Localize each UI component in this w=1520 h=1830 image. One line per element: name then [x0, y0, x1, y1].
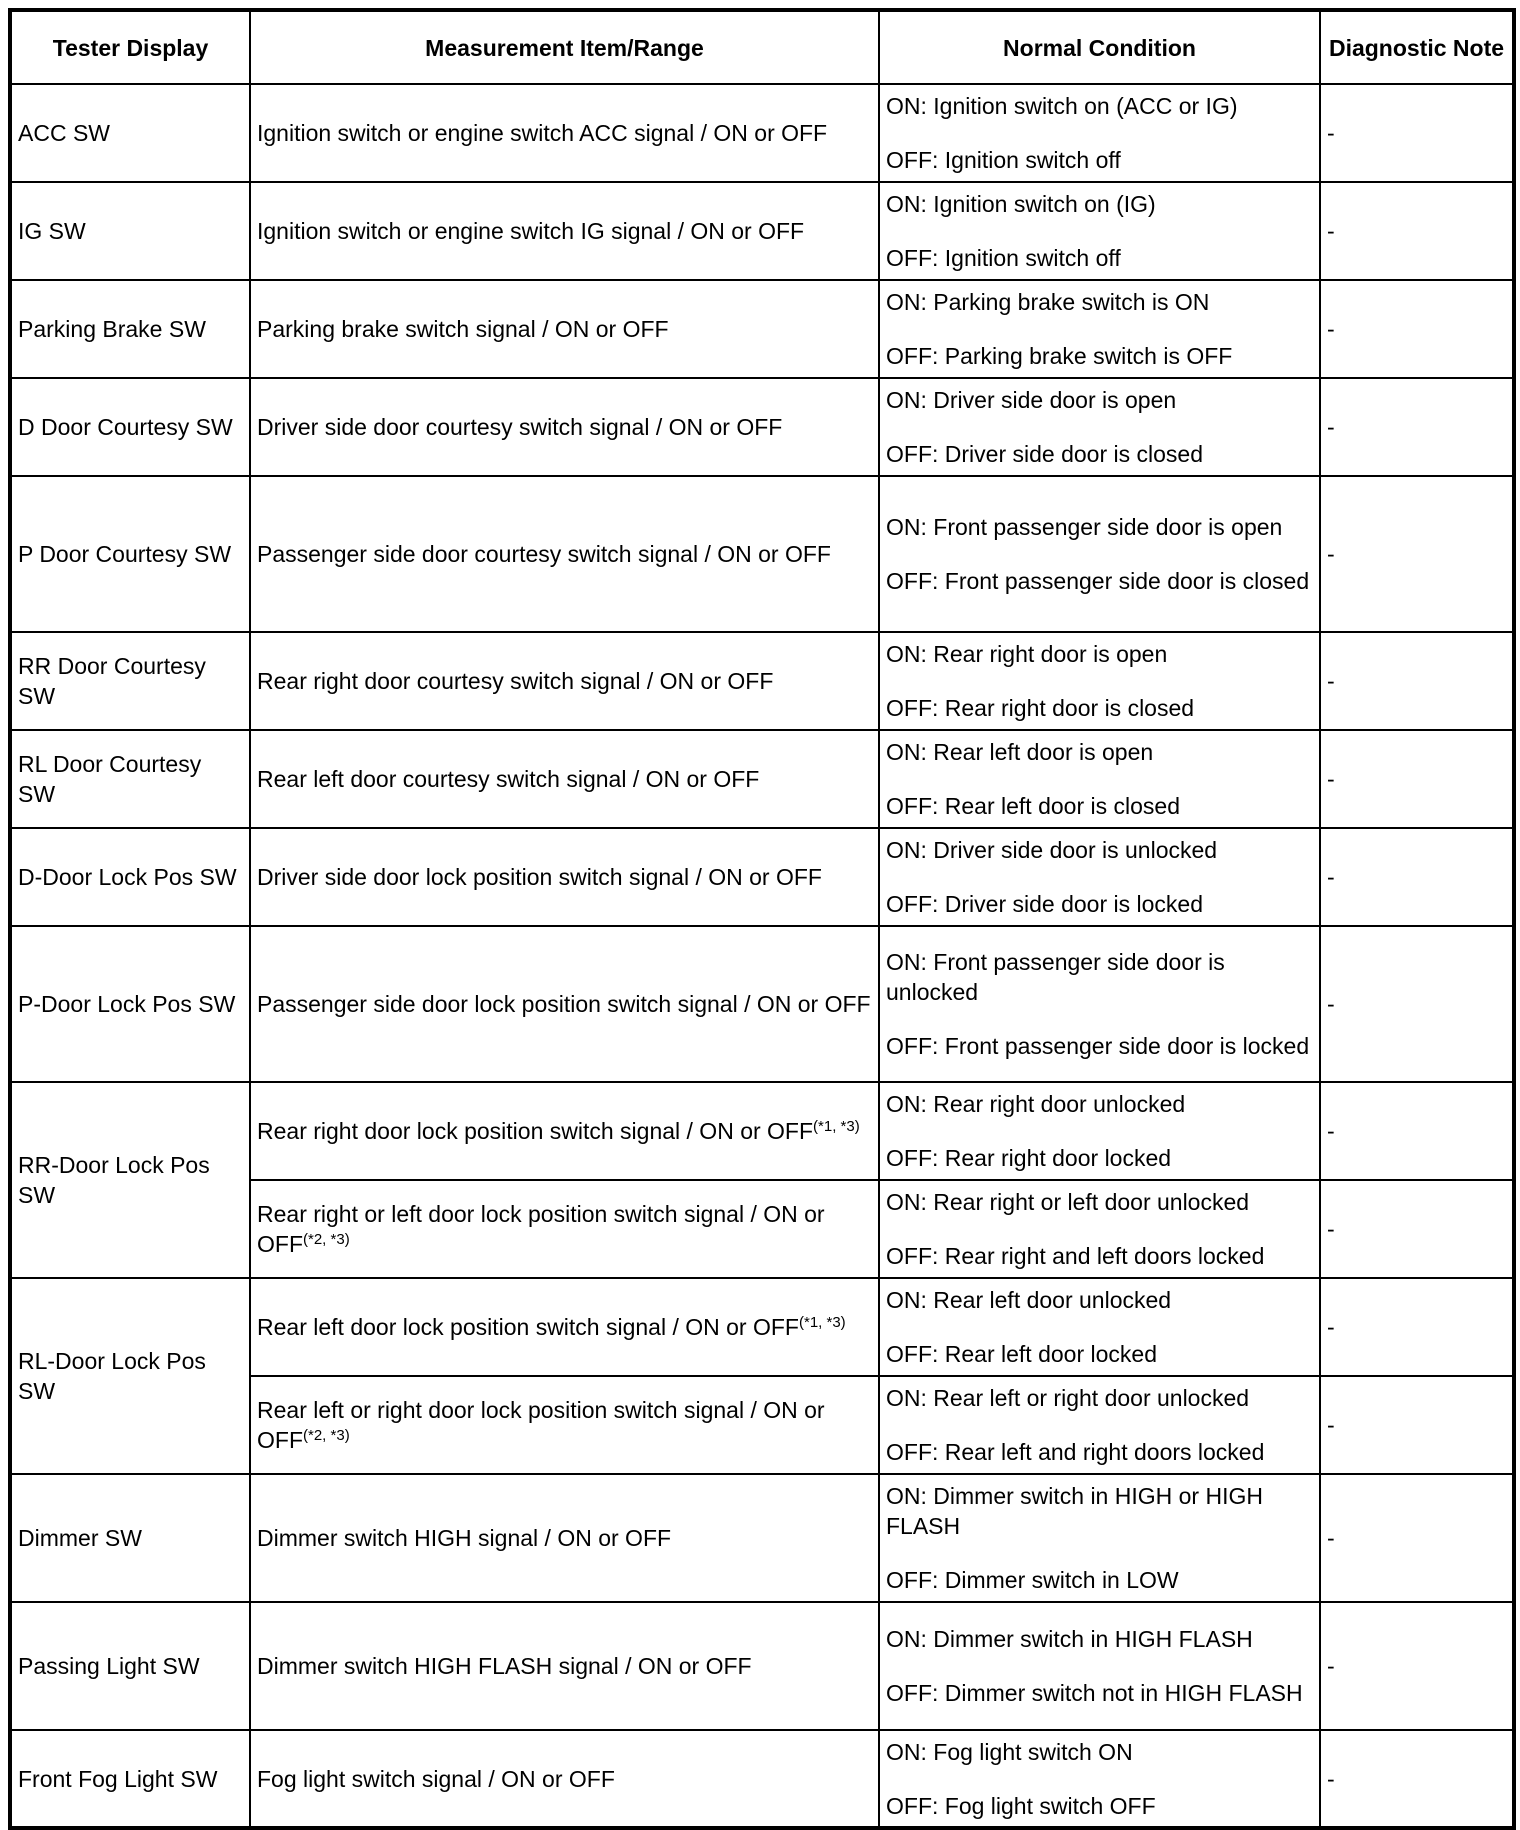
measurement-cell — [250, 1278, 879, 1376]
measurement-text: Rear right or left door lock position switch signal / ON or OFF — [257, 1201, 825, 1257]
diagnostic-note-cell: - — [1320, 1730, 1514, 1828]
condition-on-text: ON: Fog light switch ON — [886, 1738, 1133, 1765]
table-row — [10, 632, 1514, 730]
measurement-cell — [250, 1474, 879, 1602]
measurement-text: Rear right door lock position switch signal / ON or OFF — [257, 1118, 814, 1144]
measurement-cell — [250, 926, 879, 1082]
measurement-cell — [250, 1180, 879, 1278]
condition-off-text: OFF: Dimmer switch not in HIGH FLASH — [886, 1680, 1303, 1706]
measurement-text: Ignition switch or engine switch ACC signal / ON or OFF — [257, 120, 828, 146]
header-normal-condition: Normal Condition — [879, 10, 1320, 84]
footnote-ref: (*2, *3) — [303, 1427, 350, 1444]
diagnostic-note-cell: - — [1320, 1376, 1514, 1474]
measurement-text: Dimmer switch HIGH signal / ON or OFF — [257, 1525, 672, 1551]
condition-off-text: OFF: Driver side door is closed — [886, 441, 1203, 467]
table-body — [10, 84, 1514, 1828]
condition-on-text: ON: Rear right door is open — [886, 641, 1168, 667]
diagnostic-note-cell: - — [1320, 280, 1514, 378]
measurement-text: Parking brake switch signal / ON or OFF — [257, 316, 669, 342]
diagnostic-note-cell: - — [1320, 476, 1514, 632]
normal-condition-cell — [879, 632, 1320, 730]
measurement-text: Rear right door courtesy switch signal / ON or OFF — [257, 668, 774, 694]
condition-on-text: ON: Driver side door is unlocked — [886, 837, 1218, 863]
condition-off-text: OFF: Rear left and right doors locked — [886, 1439, 1265, 1465]
condition-on-text: ON: Rear right or left door unlocked — [886, 1189, 1250, 1215]
condition-on-text: ON: Rear left or right door unlocked — [886, 1385, 1250, 1411]
measurement-cell — [250, 280, 879, 378]
header-measurement: Measurement Item/Range — [250, 10, 879, 84]
normal-condition-cell — [879, 280, 1320, 378]
condition-on-text: ON: Dimmer switch in HIGH FLASH — [886, 1626, 1253, 1652]
normal-condition-cell — [879, 1376, 1320, 1474]
table-row — [10, 1082, 1514, 1180]
condition-on-text: ON: Ignition switch on (ACC or IG) — [886, 93, 1238, 119]
normal-condition-cell — [879, 1474, 1320, 1602]
measurement-text: Passenger side door courtesy switch signal / ON or OFF — [257, 541, 831, 567]
measurement-cell — [250, 1376, 879, 1474]
measurement-cell — [250, 828, 879, 926]
normal-condition-cell — [879, 926, 1320, 1082]
table-row — [10, 730, 1514, 828]
diagnostic-note-cell: - — [1320, 1082, 1514, 1180]
tester-display-cell: RL Door Courtesy SW — [10, 730, 250, 828]
condition-off-text: OFF: Driver side door is locked — [886, 891, 1203, 917]
table-row — [10, 1730, 1514, 1828]
condition-on-text: ON: Rear right door unlocked — [886, 1091, 1186, 1117]
diagnostic-note-cell: - — [1320, 182, 1514, 280]
table-header-row — [10, 10, 1514, 84]
header-diagnostic-note: Diagnostic Note — [1320, 10, 1514, 84]
condition-off-text: OFF: Parking brake switch is OFF — [886, 343, 1233, 369]
footnote-ref: (*1, *3) — [813, 1118, 860, 1135]
tester-display-cell: D Door Courtesy SW — [10, 378, 250, 476]
condition-on-text: ON: Parking brake switch is ON — [886, 289, 1210, 315]
tester-display-cell: P Door Courtesy SW — [10, 476, 250, 632]
diagnostic-note-cell: - — [1320, 632, 1514, 730]
normal-condition-cell — [879, 84, 1320, 182]
measurement-cell — [250, 182, 879, 280]
measurement-cell — [250, 84, 879, 182]
diagnostic-note-cell: - — [1320, 730, 1514, 828]
condition-on-text: ON: Dimmer switch in HIGH or HIGH FLASH — [886, 1483, 1263, 1539]
table-row — [10, 378, 1514, 476]
tester-display-cell: RR Door Courtesy SW — [10, 632, 250, 730]
table-row — [10, 828, 1514, 926]
measurement-text: Rear left or right door lock position switch signal / ON or OFF — [257, 1397, 825, 1453]
data-list-table — [8, 8, 1516, 1830]
condition-off-text: OFF: Ignition switch off — [886, 245, 1121, 271]
measurement-cell — [250, 1602, 879, 1730]
measurement-text: Rear left door courtesy switch signal / ON or OFF — [257, 766, 760, 792]
measurement-text: Passenger side door lock position switch signal / ON or OFF — [257, 991, 871, 1017]
condition-off-text: OFF: Rear left door locked — [886, 1341, 1157, 1367]
table-row — [10, 926, 1514, 1082]
normal-condition-cell — [879, 182, 1320, 280]
tester-display-cell: Parking Brake SW — [10, 280, 250, 378]
table-row — [10, 280, 1514, 378]
measurement-cell — [250, 1082, 879, 1180]
footnote-ref: (*2, *3) — [303, 1231, 350, 1248]
diagnostic-note-cell: - — [1320, 1278, 1514, 1376]
table-row — [10, 1602, 1514, 1730]
measurement-text: Driver side door lock position switch signal / ON or OFF — [257, 864, 822, 890]
condition-off-text: OFF: Rear left door is closed — [886, 793, 1180, 819]
tester-display-cell: D-Door Lock Pos SW — [10, 828, 250, 926]
tester-display-cell: IG SW — [10, 182, 250, 280]
tester-display-cell: ACC SW — [10, 84, 250, 182]
table-row — [10, 1474, 1514, 1602]
normal-condition-cell — [879, 476, 1320, 632]
normal-condition-cell — [879, 730, 1320, 828]
diagnostic-note-cell: - — [1320, 1602, 1514, 1730]
diagnostic-note-cell: - — [1320, 1180, 1514, 1278]
normal-condition-cell — [879, 1602, 1320, 1730]
condition-off-text: OFF: Dimmer switch in LOW — [886, 1567, 1179, 1593]
measurement-cell — [250, 730, 879, 828]
diagnostic-note-cell: - — [1320, 926, 1514, 1082]
measurement-cell — [250, 1730, 879, 1828]
diagnostic-note-cell: - — [1320, 378, 1514, 476]
condition-off-text: OFF: Ignition switch off — [886, 147, 1121, 173]
table-row — [10, 476, 1514, 632]
condition-off-text: OFF: Fog light switch OFF — [886, 1792, 1156, 1819]
tester-display-cell: Dimmer SW — [10, 1474, 250, 1602]
condition-off-text: OFF: Rear right door is closed — [886, 695, 1195, 721]
measurement-text: Rear left door lock position switch signal / ON or OFF — [257, 1314, 799, 1340]
condition-on-text: ON: Rear left door unlocked — [886, 1287, 1172, 1313]
measurement-cell — [250, 378, 879, 476]
normal-condition-cell — [879, 828, 1320, 926]
normal-condition-cell — [879, 378, 1320, 476]
footnote-ref: (*1, *3) — [798, 1314, 846, 1331]
diagnostic-note-cell: - — [1320, 1474, 1514, 1602]
measurement-cell — [250, 632, 879, 730]
condition-off-text: OFF: Front passenger side door is locked — [886, 1033, 1310, 1059]
table-row — [10, 1278, 1514, 1376]
condition-on-text: ON: Front passenger side door is open — [886, 514, 1283, 540]
condition-off-text: OFF: Front passenger side door is closed — [886, 568, 1310, 594]
document-sheet — [8, 8, 1512, 1819]
tester-display-cell: RR-Door Lock Pos SW — [10, 1082, 250, 1278]
normal-condition-cell — [879, 1278, 1320, 1376]
tester-display-cell: Passing Light SW — [10, 1602, 250, 1730]
condition-off-text: OFF: Rear right door locked — [886, 1145, 1172, 1171]
measurement-text: Ignition switch or engine switch IG signal / ON or OFF — [257, 218, 805, 244]
measurement-text: Dimmer switch HIGH FLASH signal / ON or OFF — [257, 1653, 752, 1679]
normal-condition-cell — [879, 1730, 1320, 1828]
condition-on-text: ON: Driver side door is open — [886, 387, 1177, 413]
tester-display-cell: RL-Door Lock Pos SW — [10, 1278, 250, 1474]
measurement-text: Driver side door courtesy switch signal / ON or OFF — [257, 414, 783, 440]
condition-off-text: OFF: Rear right and left doors locked — [886, 1243, 1265, 1269]
condition-on-text: ON: Ignition switch on (IG) — [886, 191, 1156, 217]
condition-on-text: ON: Rear left door is open — [886, 739, 1154, 765]
table-row — [10, 84, 1514, 182]
measurement-text: Fog light switch signal / ON or OFF — [257, 1765, 615, 1792]
measurement-cell — [250, 476, 879, 632]
normal-condition-cell — [879, 1180, 1320, 1278]
diagnostic-note-cell: - — [1320, 84, 1514, 182]
diagnostic-note-cell: - — [1320, 828, 1514, 926]
tester-display-cell: P-Door Lock Pos SW — [10, 926, 250, 1082]
tester-display-cell: Front Fog Light SW — [10, 1730, 250, 1828]
condition-on-text: ON: Front passenger side door is unlocked — [886, 949, 1225, 1005]
table-row — [10, 182, 1514, 280]
header-tester-display: Tester Display — [10, 10, 250, 84]
normal-condition-cell — [879, 1082, 1320, 1180]
